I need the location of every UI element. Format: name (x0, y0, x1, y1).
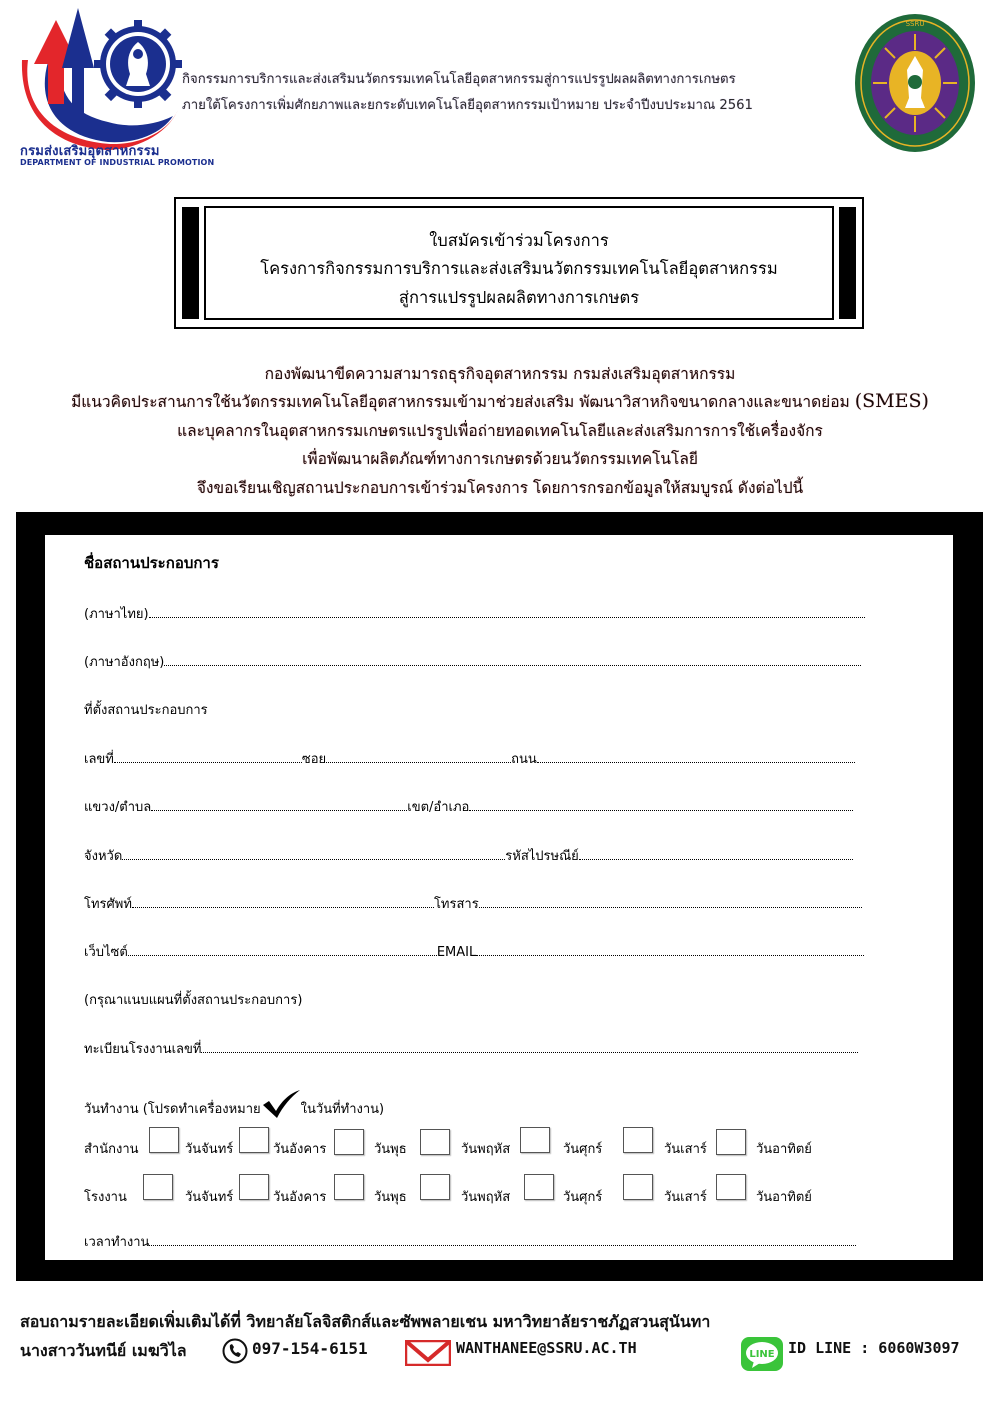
work-hours-field[interactable] (149, 1234, 856, 1246)
province-field[interactable] (122, 848, 505, 860)
factory-thursday-checkbox[interactable] (420, 1174, 450, 1200)
postcode-label: รหัสไปรษณีย์ (505, 849, 579, 864)
dip-name-english: DEPARTMENT OF INDUSTRIAL PROMOTION (20, 158, 215, 167)
title-application-form: ใบสมัครเข้าร่วมโครงการ (429, 231, 609, 250)
mail-icon (405, 1340, 451, 1366)
factory-tuesday-checkbox[interactable] (239, 1174, 269, 1200)
office-tuesday-checkbox[interactable] (239, 1127, 269, 1153)
office-wednesday-label: วันพุธ (374, 1142, 407, 1157)
name-thai-label: (ภาษาไทย) (84, 607, 149, 622)
number-label: เลขที่ (84, 752, 114, 767)
phone-field[interactable] (132, 896, 434, 908)
title-inner-frame (204, 206, 834, 320)
checkmark-icon (261, 1089, 301, 1119)
intro-line-2-text: มีแนวคิดประสานการใช้นวัตกรรมเทคโนโลยีอุตสาหกรรมเข้ามาช่วยส่งเสริม พัฒนาวิสาหกิจขนาดกลางและขนาดย่อม (71, 393, 850, 411)
header-project-line: ภายใต้โครงการเพิ่มศักยภาพและยกระดับเทคโนโลยีอุตสาหกรรมเป้าหมาย ประจำปีงบประมาณ 2561 (182, 98, 753, 113)
factory-sunday-checkbox[interactable] (716, 1174, 746, 1200)
address-row-1 (84, 751, 855, 768)
factory-friday-checkbox[interactable] (524, 1174, 554, 1200)
line-icon-text: LINE (749, 1349, 775, 1360)
website-field[interactable] (128, 944, 437, 956)
title-box (174, 197, 864, 329)
line-app-icon (740, 1336, 784, 1372)
title-project-subtitle: สู่การแปรรูปผลผลิตทางการเกษตร (398, 288, 640, 307)
office-label: สำนักงาน (84, 1142, 139, 1157)
intro-line-4: เพื่อพัฒนาผลิตภัณฑ์ทางการเกษตรด้วยนวัตกรรมเทคโนโลยี (302, 450, 698, 468)
district-label: เขต/อำเภอ (407, 800, 470, 815)
factory-thursday-label: วันพฤหัส (461, 1190, 511, 1205)
name-english-row (84, 654, 861, 671)
factory-saturday-checkbox[interactable] (623, 1174, 653, 1200)
name-thai-row (84, 606, 865, 623)
phone-icon (222, 1338, 248, 1364)
name-english-label: (ภาษาอังกฤษ) (84, 655, 165, 670)
factory-reg-field[interactable] (201, 1041, 858, 1053)
factory-monday-checkbox[interactable] (143, 1174, 173, 1200)
postcode-field[interactable] (579, 848, 853, 860)
address-row-3 (84, 848, 853, 865)
workdays-prefix: วันทำงาน (โปรดทำเครื่องหมาย (84, 1102, 261, 1117)
location-heading: ที่ตั้งสถานประกอบการ (84, 703, 208, 718)
office-sunday-checkbox[interactable] (716, 1129, 746, 1155)
factory-wednesday-checkbox[interactable] (334, 1174, 364, 1200)
factory-friday-label: วันศุกร์ (563, 1190, 603, 1205)
fax-field[interactable] (479, 896, 862, 908)
title-bar-right (839, 207, 856, 319)
address-row-2 (84, 799, 853, 816)
intro-line-5: จึงขอเรียนเชิญสถานประกอบการเข้าร่วมโครงการ โดยการกรอกข้อมูลให้สมบูรณ์ ดังต่อไปนี้ (196, 479, 804, 497)
email-label: EMAIL (436, 945, 477, 960)
phone-label: โทรศัพท์ (84, 897, 132, 912)
contact-row-1 (84, 896, 862, 913)
footer-inquiry-line: สอบถามรายละเอียดเพิ่มเติมได้ที่ วิทยาลัยโลจิสติกส์และซัพพลายเชน มหาวิทยาลัยราชภัฏสวนสุนันทา (20, 1312, 711, 1331)
workdays-instruction (84, 1089, 384, 1119)
website-label: เว็บไซต์ (84, 945, 128, 960)
name-english-field[interactable] (164, 654, 861, 666)
subdistrict-field[interactable] (151, 799, 407, 811)
factory-reg-label: ทะเบียนโรงงานเลขที่ (84, 1042, 202, 1057)
contact-row-2 (84, 944, 864, 961)
factory-sunday-label: วันอาทิตย์ (756, 1190, 812, 1205)
office-thursday-checkbox[interactable] (420, 1129, 450, 1155)
soi-field[interactable] (326, 751, 511, 763)
subdistrict-label: แขวง/ตำบล (84, 800, 152, 815)
workdays-suffix: ในวันที่ทำงาน) (300, 1102, 385, 1117)
district-field[interactable] (469, 799, 853, 811)
office-tuesday-label: วันอังคาร (273, 1142, 327, 1157)
number-field[interactable] (114, 751, 302, 763)
road-label: ถนน (511, 752, 537, 767)
soi-label: ซอย (301, 752, 327, 767)
office-sunday-label: วันอาทิตย์ (756, 1142, 812, 1157)
intro-line-1: กองพัฒนาขีดความสามารถธุรกิจอุตสาหกรรม กรมส่งเสริมอุตสาหกรรม (264, 365, 736, 383)
intro-line-3: และบุคลากรในอุตสาหกรรมเกษตรแปรรูปเพื่อถ่ายทอดเทคโนโลยีและส่งเสริมการการใช้เครื่องจักร (177, 422, 823, 440)
office-saturday-label: วันเสาร์ (664, 1142, 707, 1157)
header-activity-line: กิจกรรมการบริการและส่งเสริมนวัตกรรมเทคโนโลยีอุตสาหกรรมสู่การแปรรูปผลผลิตทางการเกษตร (182, 72, 736, 87)
office-thursday-label: วันพฤหัส (461, 1142, 511, 1157)
office-monday-label: วันจันทร์ (185, 1142, 234, 1157)
footer-line-id[interactable]: ID LINE : 6060W3097 (788, 1339, 960, 1357)
office-saturday-checkbox[interactable] (623, 1127, 653, 1153)
factory-reg-row (84, 1041, 858, 1058)
office-wednesday-checkbox[interactable] (334, 1129, 364, 1155)
footer-phone[interactable]: 097-154-6151 (252, 1339, 368, 1358)
dip-name-thai: กรมส่งเสริมอุตสาหกรรม (20, 144, 160, 159)
footer-contact-name: นางสาววันทนีย์ เมฆวิไล (20, 1341, 187, 1360)
email-field[interactable] (476, 944, 864, 956)
seal-text: SSRU (905, 20, 925, 28)
factory-wednesday-label: วันพุธ (374, 1190, 407, 1205)
fax-label: โทรสาร (433, 897, 479, 912)
factory-label: โรงงาน (84, 1190, 127, 1205)
factory-monday-label: วันจันทร์ (185, 1190, 234, 1205)
map-note: (กรุณาแนบแผนที่ตั้งสถานประกอบการ) (84, 993, 303, 1008)
province-label: จังหวัด (84, 849, 123, 864)
title-project-name: โครงการกิจกรรมการบริการและส่งเสริมนวัตกรรมเทคโนโลยีอุตสาหกรรม (260, 259, 778, 278)
work-hours-label: เวลาทำงาน (84, 1235, 150, 1250)
intro-line-2 (0, 389, 1000, 414)
intro-smes: (SMES) (854, 390, 929, 412)
business-name-heading: ชื่อสถานประกอบการ (84, 554, 219, 572)
road-field[interactable] (537, 751, 855, 763)
footer-email[interactable]: WANTHANEE@SSRU.AC.TH (456, 1339, 637, 1357)
title-bar-left (182, 207, 199, 319)
work-hours-row (84, 1234, 856, 1251)
office-friday-label: วันศุกร์ (563, 1142, 603, 1157)
office-monday-checkbox[interactable] (149, 1127, 179, 1153)
factory-saturday-label: วันเสาร์ (664, 1190, 707, 1205)
office-friday-checkbox[interactable] (520, 1127, 550, 1153)
ssru-seal (853, 12, 977, 154)
factory-tuesday-label: วันอังคาร (273, 1190, 327, 1205)
name-thai-field[interactable] (149, 606, 865, 618)
